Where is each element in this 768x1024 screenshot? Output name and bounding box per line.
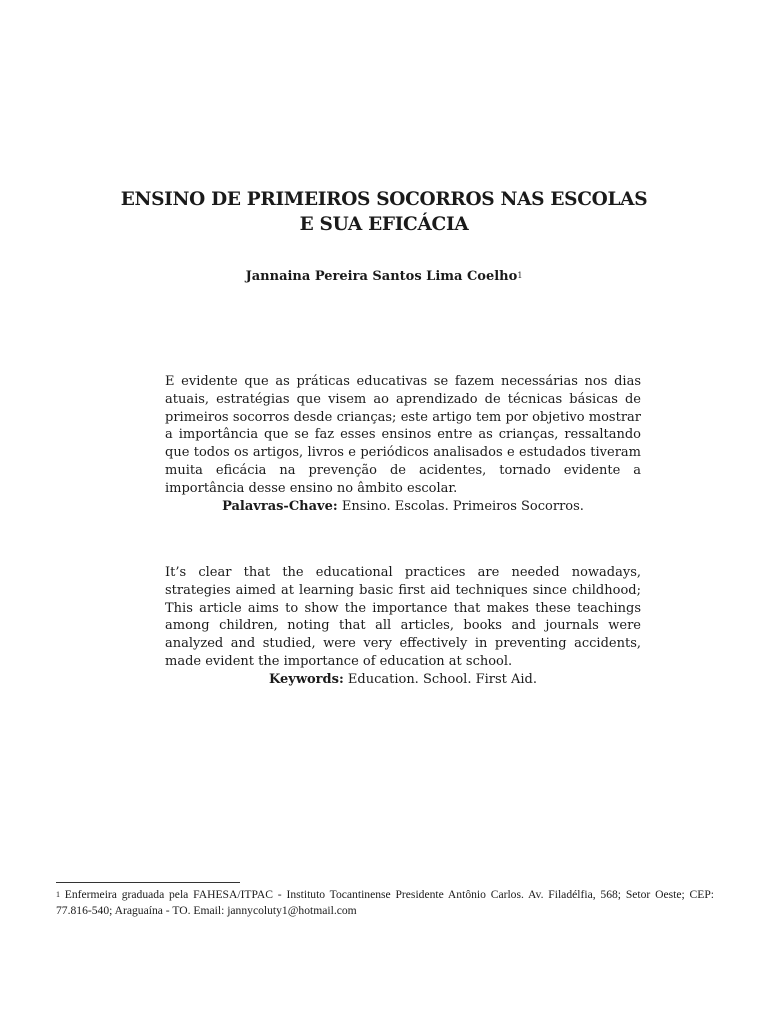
abstract-keywords-list: Education. School. First Aid.	[347, 671, 538, 687]
author-footnote-mark: 1	[517, 271, 523, 280]
abstract-text: It’s clear that the educational practices are needed nowadays, strategies aimed at learning basic first aid techniques since childhood; This article aims to show the importance that makes these teachings among children, noting that all articles, books and journals were analyzed and studied, were very effectively in preventing accidents, made evident the importance of education at school.	[165, 565, 641, 669]
abstract-block	[165, 564, 641, 689]
resumo-keywords-label: Palavras-Chave:	[222, 498, 338, 514]
author-line	[0, 268, 768, 286]
footnote	[56, 887, 714, 919]
resumo-keywords	[165, 498, 641, 516]
footnote-mark: 1	[56, 890, 60, 899]
paper-title-line-2: E SUA EFICÁCIA	[299, 214, 469, 235]
author-name: Jannaina Pereira Santos Lima Coelho	[245, 269, 518, 284]
resumo-text: E evidente que as práticas educativas se fazem necessárias nos dias atuais, estratégias que visem ao aprendizado de técnicas básicas de primeiros socorros desde crianças; este artigo tem por objetivo mostrar a importância que se faz esses ensinos entre as crianças, ressaltando que todos os artigos, livros e periódicos analisados e estudados tiveram muita eficácia na prevenção de acidentes, tornado evidente a importância desse ensino no âmbito escolar.	[165, 374, 641, 496]
resumo-block	[165, 373, 641, 515]
footnote-divider	[56, 882, 240, 883]
resumo-keywords-list: Ensino. Escolas. Primeiros Socorros.	[341, 498, 584, 514]
paper-title	[0, 187, 768, 237]
footnote-text: Enfermeira graduada pela FAHESA/ITPAC - Instituto Tocantinense Presidente Antônio Carlos. Av. Filadélfia, 568; Setor Oeste; CEP: 77.816-540; Araguaína - TO. Email: jannycoluty1@hotmail.com	[56, 888, 714, 917]
abstract-keywords	[165, 671, 641, 689]
paper-title-line-1: ENSINO DE PRIMEIROS SOCORROS NAS ESCOLAS	[120, 189, 648, 210]
abstract-keywords-label: Keywords:	[268, 671, 344, 687]
